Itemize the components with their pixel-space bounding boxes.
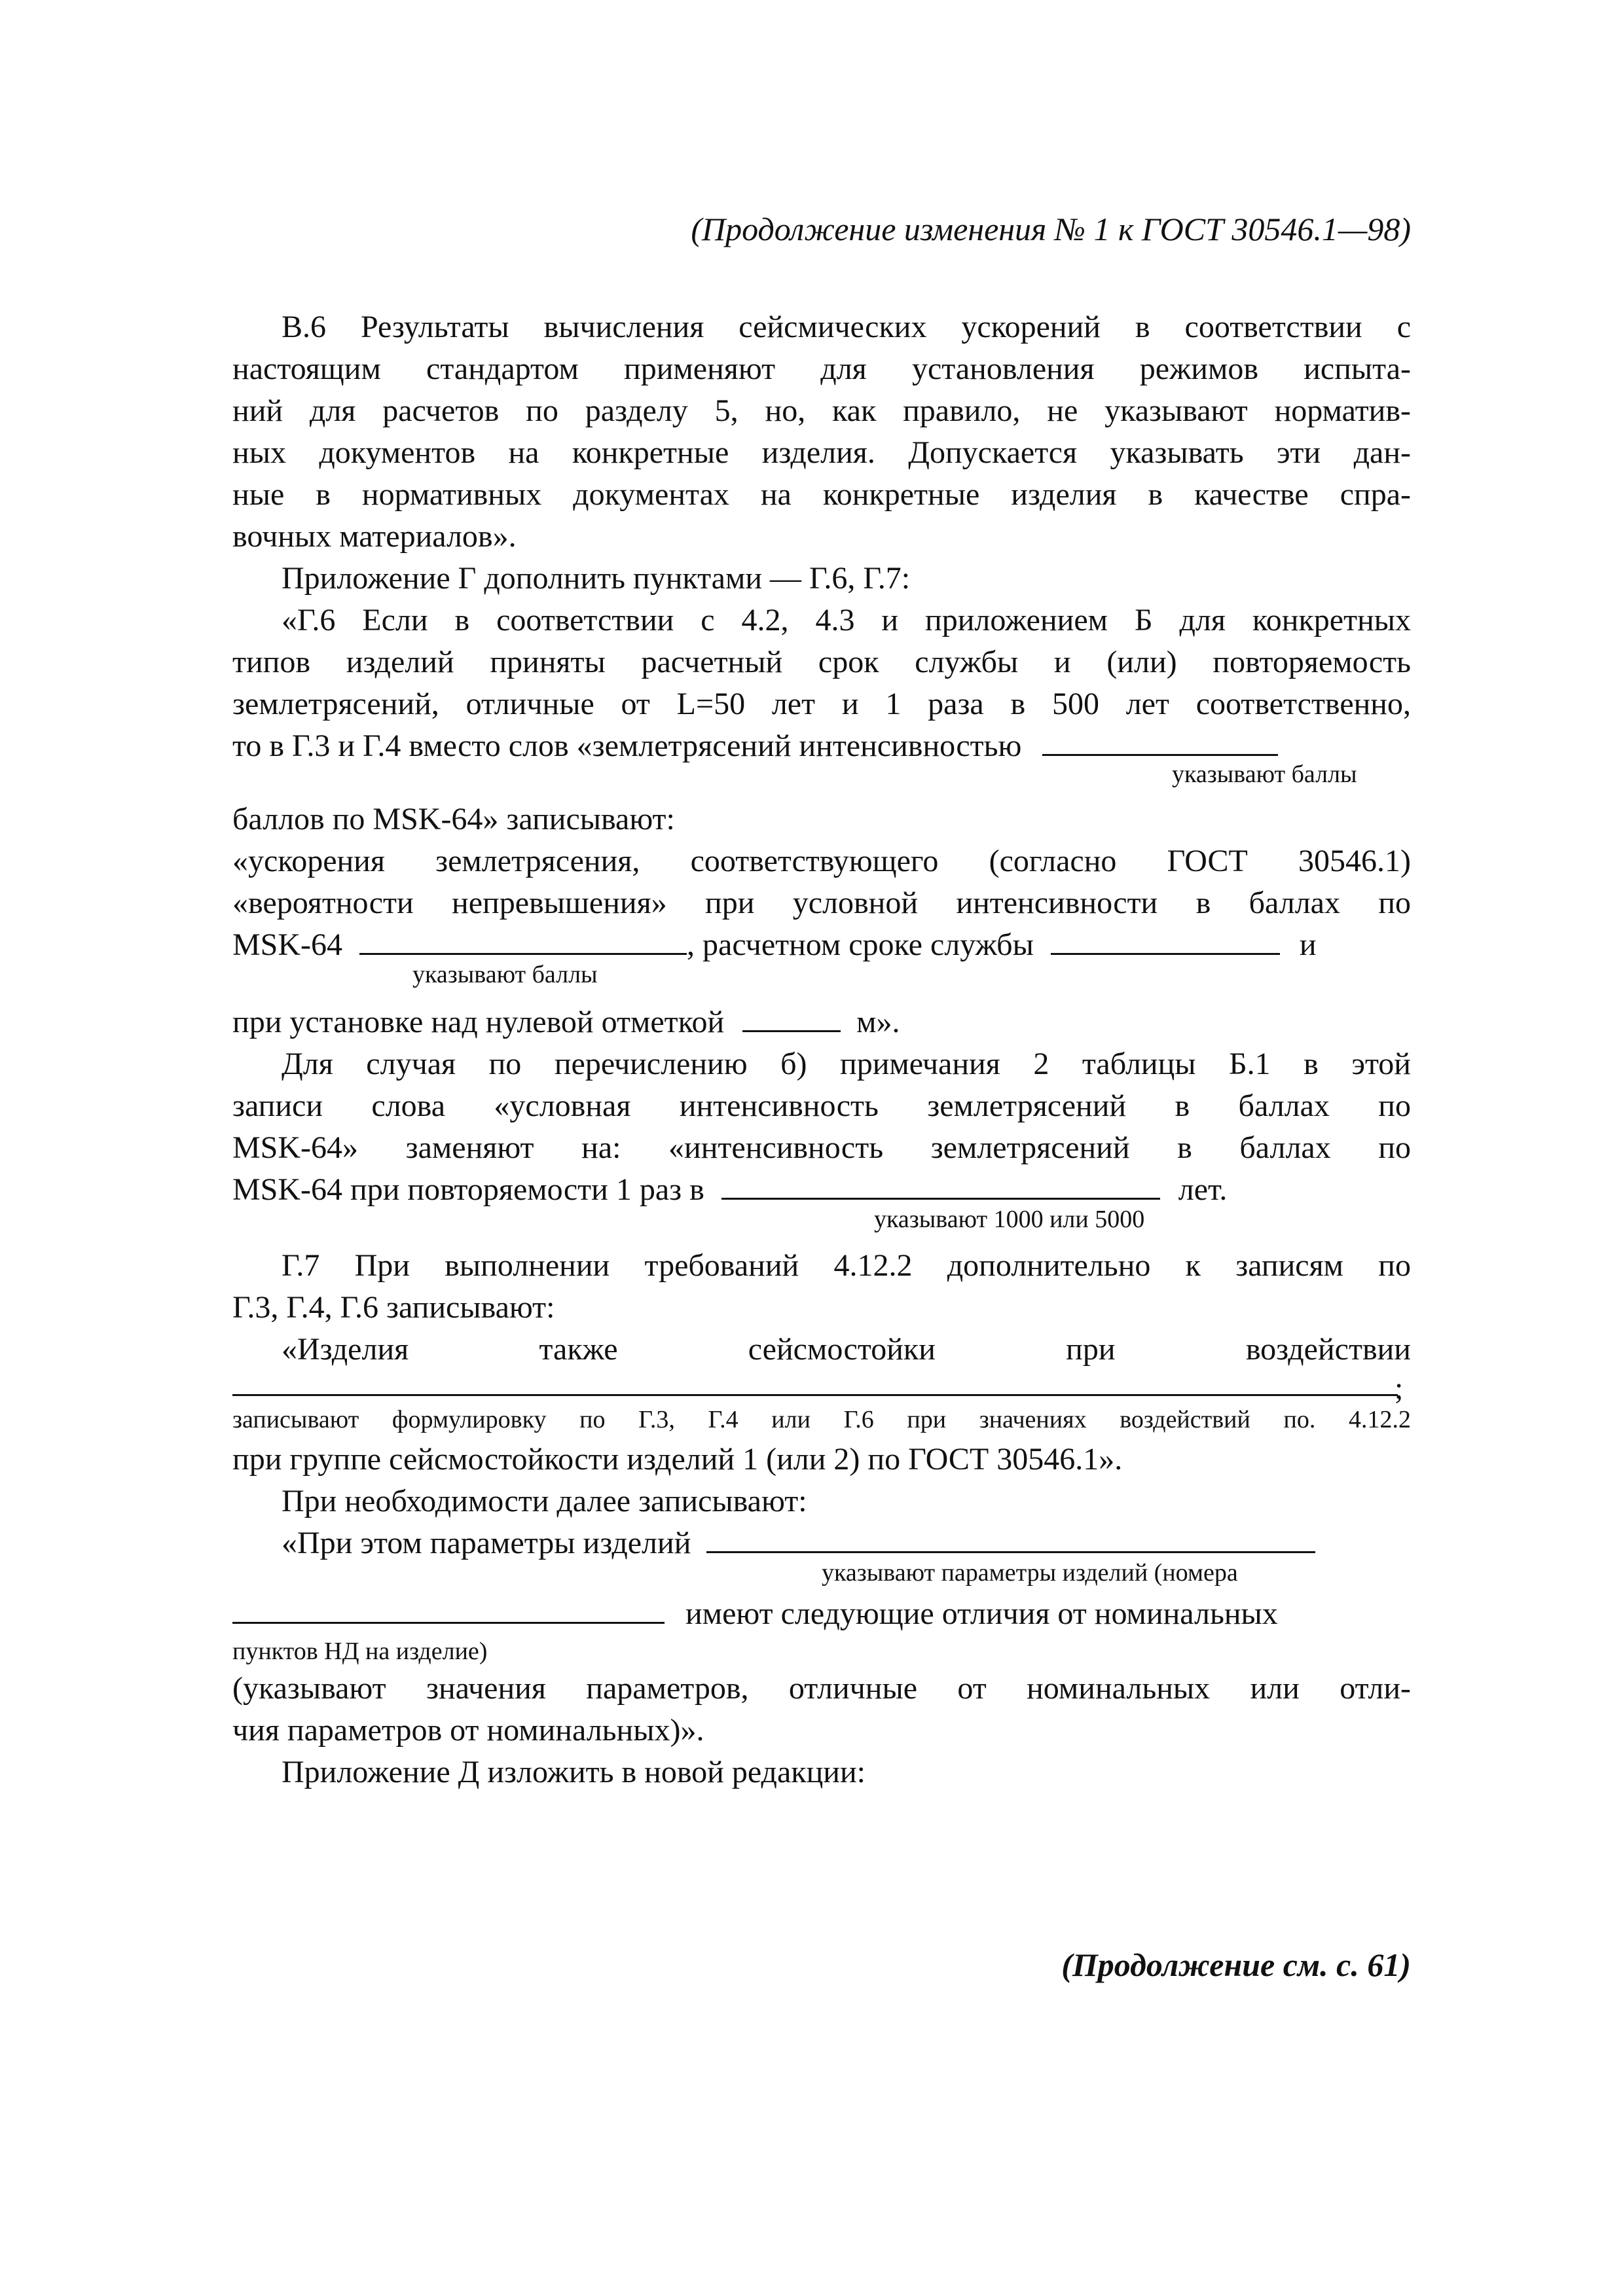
text-line: чия параметров от номинальных)». [232, 1713, 704, 1748]
fill-in-blank [359, 927, 687, 955]
text-line: В.6 Результаты вычисления сейсмических ускорений в соответствии с [282, 310, 1411, 344]
text-line: (указывают значения параметров, отличные от номинальных или отли- [232, 1671, 1411, 1706]
text-line: вочных материалов». [232, 519, 517, 554]
line-text: при установке над нулевой отметкой [232, 1005, 725, 1039]
text-line: ные в нормативных документах на конкретные изделия в качестве спра- [232, 477, 1411, 512]
fill-in-blank [706, 1525, 1315, 1553]
text-line: ; [1395, 1371, 1404, 1406]
fill-in-blank [721, 1172, 1160, 1200]
text-line: землетрясений, отличные от L=50 лет и 1 раза в 500 лет соответственно, [232, 687, 1411, 721]
text-line: «Изделия также сейсмостойки при воздействии [282, 1332, 1411, 1367]
line-text: м». [856, 1005, 900, 1039]
caption-note: указывают баллы [1172, 761, 1357, 788]
caption-note: указывают 1000 или 5000 [874, 1206, 1145, 1233]
text-line: при группе сейсмостойкости изделий 1 (или 2) по ГОСТ 30546.1». [232, 1442, 1123, 1477]
text-line: типов изделий приняты расчетный срок службы и (или) повторяемость [232, 645, 1411, 679]
text-line: Г.3, Г.4, Г.6 записывают: [232, 1290, 555, 1325]
text-line: ний для расчетов по разделу 5, но, как правило, не указывают норматив- [232, 393, 1411, 428]
text-line: настоящим стандартом применяют для установления режимов испыта- [232, 351, 1411, 386]
fill-in-rule [232, 1394, 1398, 1396]
line-text: , расчетном сроке службы [687, 927, 1034, 962]
text-line: «ускорения землетрясения, соответствующего (согласно ГОСТ 30546.1) [232, 844, 1411, 878]
text-line [232, 1169, 1411, 1211]
text-line: Для случая по перечислению б) примечания 2 таблицы Б.1 в этой [282, 1047, 1411, 1081]
line-text: имеют следующие отличия от номинальных [685, 1596, 1278, 1631]
text-line [232, 1593, 1411, 1635]
text-line: записи слова «условная интенсивность землетрясений в баллах по [232, 1088, 1411, 1123]
caption-note: записывают формулировку по Г.3, Г.4 или Г.6 при значениях воздействий по. 4.12.2 [232, 1406, 1411, 1433]
fill-in-blank [232, 1596, 665, 1624]
caption-note: указывают параметры изделий (номера [822, 1559, 1238, 1587]
text-line [232, 924, 1411, 966]
line-text: MSK-64 [232, 927, 343, 962]
line-text: MSK-64 при повторяемости 1 раз в [232, 1172, 704, 1207]
text-line: Г.7 При выполнении требований 4.12.2 дополнительно к записям по [282, 1248, 1411, 1283]
text-line [232, 1001, 1411, 1043]
line-text: то в Г.3 и Г.4 вместо слов «землетрясений интенсивностью [232, 728, 1022, 763]
text-line: Приложение Д изложить в новой редакции: [282, 1755, 866, 1789]
page-footer: (Продолжение см. с. 61) [1061, 1946, 1411, 1983]
caption-note: пунктов НД на изделие) [232, 1638, 488, 1665]
fill-in-blank [742, 1004, 841, 1032]
text-line: ных документов на конкретные изделия. Допускается указывать эти дан- [232, 435, 1411, 470]
fill-in-blank [1042, 728, 1278, 756]
text-line: Приложение Г дополнить пунктами — Г.6, Г.7: [282, 561, 911, 596]
caption-note: указывают баллы [412, 961, 598, 988]
fill-in-blank [1051, 927, 1280, 955]
line-text: лет. [1178, 1172, 1228, 1207]
line-text: и [1299, 927, 1317, 962]
text-line: При необходимости далее записывают: [282, 1484, 807, 1518]
text-line: MSK-64» заменяют на: «интенсивность землетрясений в баллах по [232, 1130, 1411, 1165]
text-line: баллов по MSK-64» записывают: [232, 802, 675, 836]
line-text: «При этом параметры изделий [282, 1526, 691, 1560]
page-header: (Продолжение изменения № 1 к ГОСТ 30546.1—98) [691, 211, 1411, 247]
text-line: «вероятности непревышения» при условной интенсивности в баллах по [232, 886, 1411, 920]
text-line: «Г.6 Если в соответствии с 4.2, 4.3 и приложением Б для конкретных [282, 603, 1411, 637]
